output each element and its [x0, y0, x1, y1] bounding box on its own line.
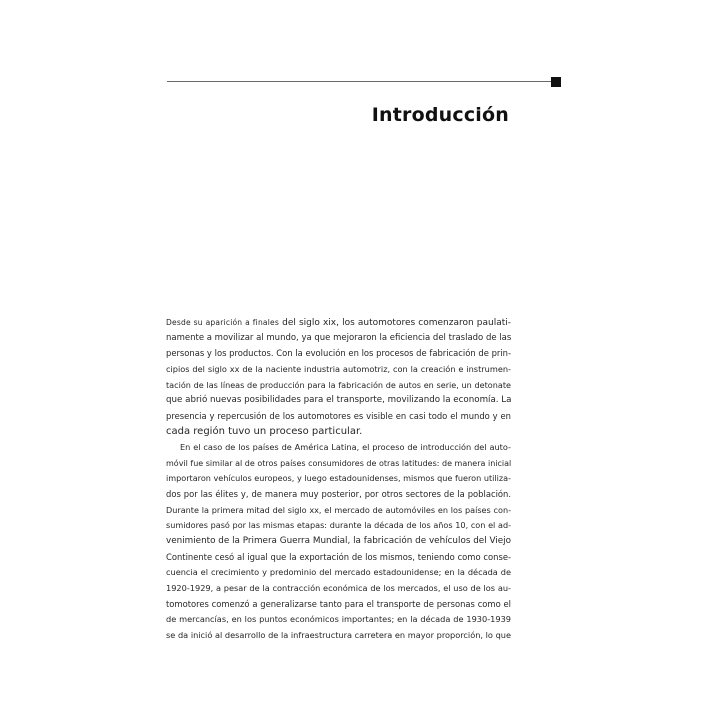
body-text	[166, 315, 511, 643]
text-line: cipios del siglo xx de la naciente industria automotriz, con la creación e instrumen-	[166, 363, 511, 374]
small-caps-lead-in: Desde su aparición a finales	[166, 318, 280, 327]
text-line: que abrió nuevas posibilidades para el transporte, movilizando la economía. La	[166, 395, 511, 406]
text-line: tomotores comenzó a generalizarse tanto para el transporte de personas como el	[166, 598, 511, 609]
text-line: móvil fue similar al de otros países consumidores de otras latitudes: de manera inicial	[166, 458, 511, 468]
text-line: cuencia el crecimiento y predominio del mercado estadounidense; en la década de	[166, 567, 511, 578]
text-line-content: del siglo xix, los automotores comenzaron paulati-	[279, 318, 511, 328]
text-line: namente a movilizar al mundo, ya que mejoraron la eficiencia del traslado de las	[166, 332, 511, 343]
text-line: 1920-1929, a pesar de la contracción económica de los mercados, el uso de los au-	[166, 582, 511, 593]
header-rule	[167, 81, 555, 82]
chapter-title: Introducción	[371, 104, 509, 126]
paragraph-1	[166, 315, 511, 440]
text-line: tación de las líneas de producción para la fabricación de autos en serie, un detonate	[166, 379, 511, 390]
text-line: venimiento de la Primera Guerra Mundial, la fabricación de vehículos del Viejo	[166, 535, 511, 546]
text-line	[166, 315, 511, 331]
text-line: importaron vehículos europeos, y luego estadounidenses, mismos que fueron utiliza-	[166, 473, 511, 484]
text-line: cada región tuvo un proceso particular.	[166, 426, 363, 438]
text-line: sumidores pasó por las mismas etapas: durante la década de los años 10, con el ad-	[166, 520, 511, 531]
text-line: dos por las élites y, de manera muy posterior, por otros sectores de la población.	[166, 489, 511, 500]
text-line: de mercancías, en los puntos económicos importantes; en la década de 1930-1939	[166, 614, 511, 625]
text-line: personas y los productos. Con la evolución en los procesos de fabricación de prin-	[166, 348, 511, 359]
text-line: presencia y repercusión de los automotores es visible en casi todo el mundo y en	[166, 410, 511, 421]
paragraph-2	[166, 440, 511, 643]
text-line: Continente cesó al igual que la exportación de los mismos, teniendo como conse-	[166, 551, 511, 562]
text-line: Durante la primera mitad del siglo xx, el mercado de automóviles en los países con-	[166, 504, 511, 515]
text-line: En el caso de los países de América Latina, el proceso de introducción del auto-	[180, 442, 511, 453]
header-square-ornament	[551, 77, 561, 87]
text-line: se da inició al desarrollo de la infraestructura carretera en mayor proporción, lo que	[166, 629, 511, 640]
